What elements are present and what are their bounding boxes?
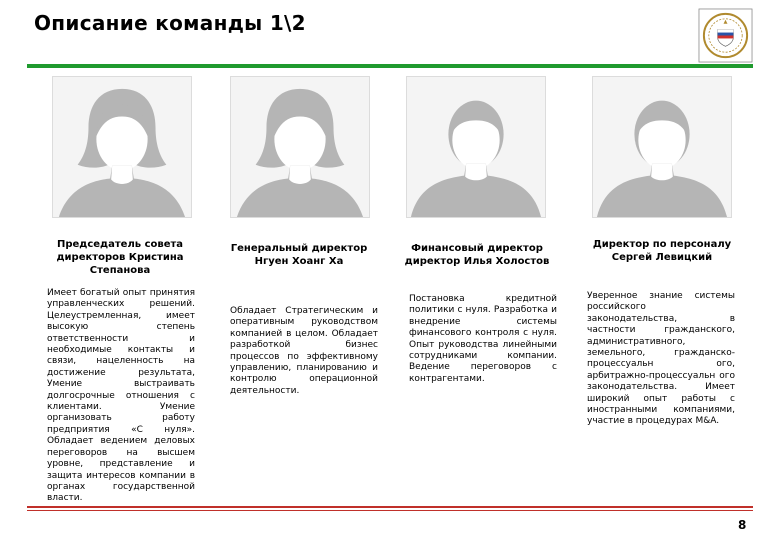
female-avatar-icon <box>53 77 191 217</box>
member-photo <box>406 76 546 218</box>
member-name: Генеральный директор Нгуен Хоанг Ха <box>230 243 368 267</box>
member-description: Постановка кредитной политики с нуля. Разработка и внедрение системы финансового контроля с нуля. Опыт руководства линейными сотрудниками компании. Ведение переговоров с контрагентами. <box>409 294 557 384</box>
member-name: Директор по персоналу Сергей Левицкий <box>592 239 732 263</box>
footer-divider <box>27 506 753 508</box>
emblem-icon <box>698 8 753 63</box>
member-description: Уверенное знание системы российского законодательства, в частности гражданского, административного, земельного, гражданско-процессуальн ого, арбитражно-процессуальн ого законодательства. Имеет широкий опыт работы с иностранными компаниями, участие в процедурах M&A. <box>587 291 735 427</box>
male-avatar-icon <box>407 77 545 217</box>
footer-divider <box>27 510 753 511</box>
page-title: Описание команды 1\2 <box>34 11 306 35</box>
female-avatar-icon <box>231 77 369 217</box>
member-description: Обладает Стратегическим и оперативным руководством компанией в целом. Обладает разработкой бизнес процессов по эффективному управлению, планированию и контролю операционной деятельности. <box>230 306 378 396</box>
title-divider <box>27 64 753 68</box>
page-number: 8 <box>738 518 747 532</box>
member-photo <box>592 76 732 218</box>
member-description: Имеет богатый опыт принятия управленческих решений. Целеустремленная, имеет высокую степень ответственности и необходимые контакты и связи, нацеленность на достижение результата, Умение выстраивать долгосрочные отношения с клиентами. Умение организовать работу предприятия «С нуля». Обладает ведением деловых переговоров на высшем уровне, представление и защита интересов компании в органах государственной власти. <box>47 288 195 504</box>
member-photo <box>52 76 192 218</box>
member-name: Председатель совета директоров Кристина Степанова <box>56 239 184 276</box>
member-photo <box>230 76 370 218</box>
member-name: Финансовый директор директор Илья Холостов <box>404 243 550 267</box>
male-avatar-icon <box>593 77 731 217</box>
